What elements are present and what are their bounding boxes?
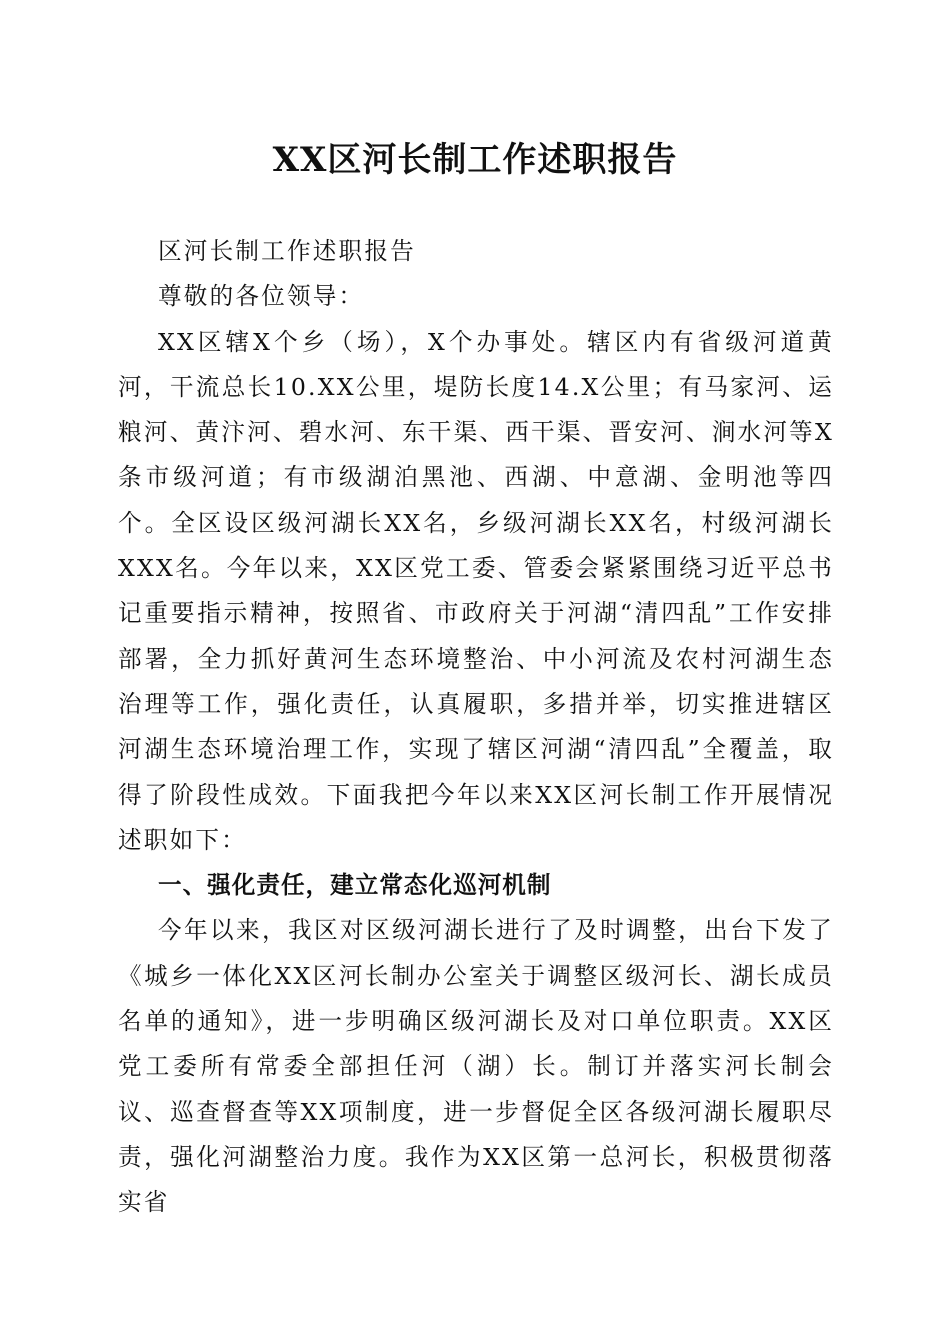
- document-subtitle: 区河长制工作述职报告: [158, 237, 416, 265]
- document-title: XX区河长制工作述职报告: [272, 140, 678, 180]
- intro-paragraph: XX区辖X个乡（场），X个办事处。辖区内有省级河道黄河，干流总长10.XX公里，堤防长度14.X公里；有马家河、运粮河、黄汴河、碧水河、东干渠、西干渠、晋安河、涧水河等X条市级河道；有市级湖泊黑池、西湖、中意湖、金明池等四个。全区设区级河湖长XX名，乡级河湖长XX名，村级河湖长XXX名。今年以来，XX区党工委、管委会紧紧围绕习近平总书记重要指示精神，按照省、市政府关于河湖“清四乱”工作安排部署，全力抓好黄河生态环境整治、中小河流及农村河湖生态治理等工作，强化责任，认真履职，多措并举，切实推进辖区河湖生态环境治理工作，实现了辖区河湖“清四乱”全覆盖，取得了阶段性成效。下面我把今年以来XX区河长制工作开展情况述职如下：: [118, 327, 834, 854]
- section-heading: 一、强化责任，建立常态化巡河机制: [158, 871, 552, 900]
- section-paragraph: 今年以来，我区对区级河湖长进行了及时调整，出台下发了《城乡一体化XX区河长制办公室关于调整区级河长、湖长成员名单的通知》，进一步明确区级河湖长及对口单位职责。XX区党工委所有常委全部担任河（湖）长。制订并落实河长制会议、巡查督查等XX项制度，进一步督促全区各级河湖长履职尽责，强化河湖整治力度。我作为XX区第一总河长，积极贯彻落实省: [118, 916, 834, 1217]
- document-body: [118, 229, 834, 1226]
- salutation: 尊敬的各位领导：: [158, 282, 365, 311]
